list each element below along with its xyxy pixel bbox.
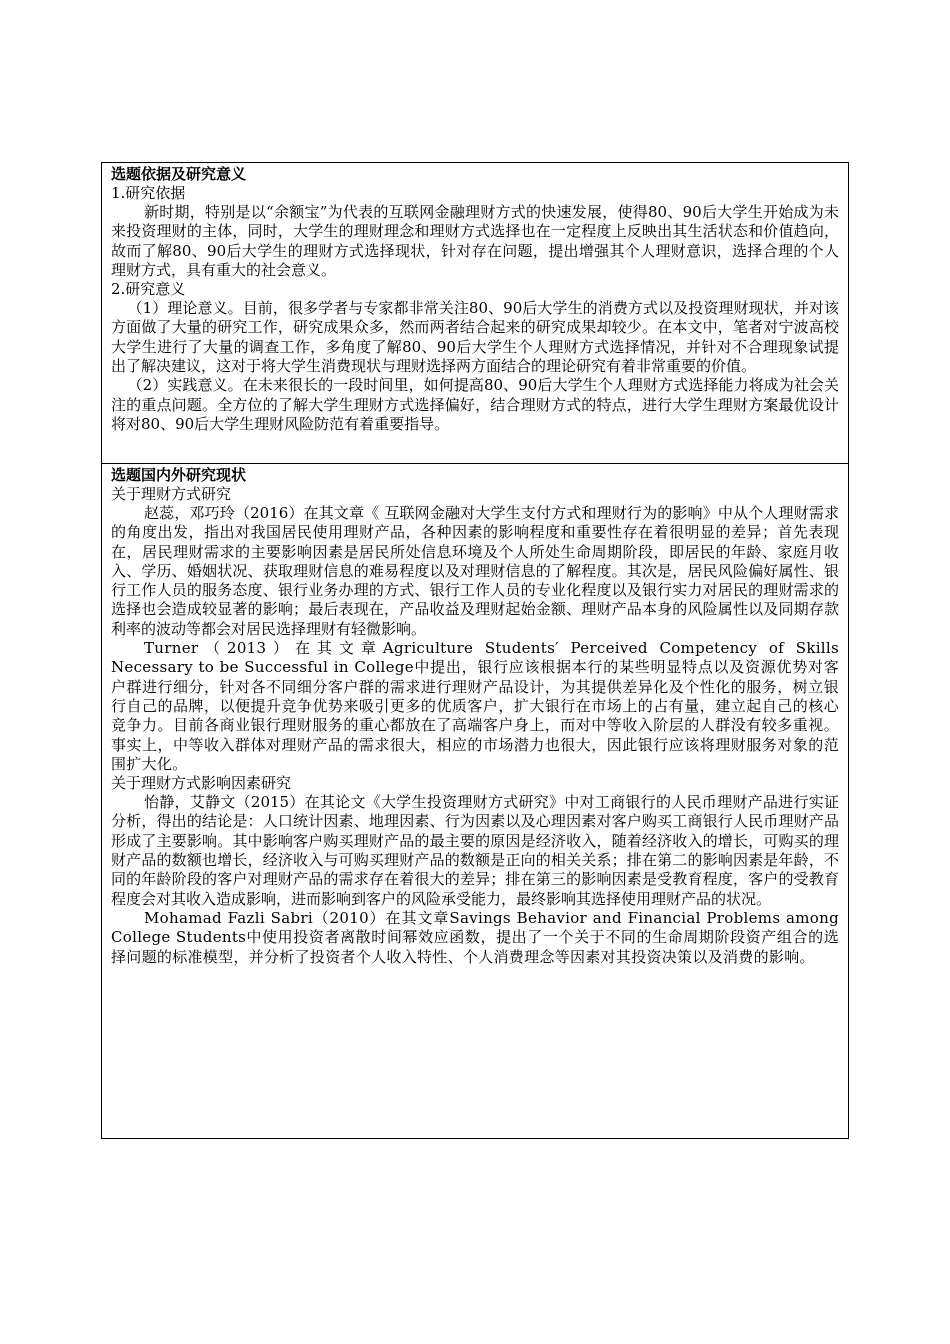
research-status-cell [102,464,848,1138]
section-heading-basis: 选题依据及研究意义 [111,165,247,183]
paragraph-yi-ai: 怡静，艾静文（2015）在其论文《大学生投资理财方式研究》中对工商银行的人民币理财产品进行实证分析，得出的结论是：人口统计因素、地理因素、行为因素以及心理因素对客户购买工商银行人民币理财产品形成了主要影响。其中影响客户购买理财产品的最主要的原因是经济收入，随着经济收入的增长，可购买的理财产品的数额也增长，经济收入与可购买理财产品的数额是正向的相关关系；排在第二的影响因素是年龄，不同的年龄阶段的客户对理财产品的需求存在着很大的差异；排在第三的影响因素是受教育程度，客户的受教育程度会对其收入造成影响，进而影响到客户的风险承受能力，最终影响其选择使用理财产品的状况。 [111,793,839,908]
proposal-form-table [101,162,849,1139]
paragraph-theoretical-significance: （1）理论意义。目前，很多学者与专家都非常关注80、90后大学生的消费方式以及投资理财现状，并对该方面做了大量的研究工作，研究成果众多，然而两者结合起来的研究成果却较少。在本文中，笔者对宁波高校大学生进行了大量的调查工作，多角度了解80、90后大学生个人理财方式选择情况，并针对不合理现象试提出了解决建议，这对于将大学生消费现状与理财选择两方面结合的理论研究有着非常重要的价值。 [111,299,839,376]
research-basis-cell [102,163,848,464]
section-heading-status: 选题国内外研究现状 [111,466,247,484]
subheading-finance-methods: 关于理财方式研究 [111,485,232,503]
paragraph-sabri: Mohamad Fazli Sabri（2010）在其文章Savings Behavior and Financial Problems among College Students中使用投资者离散时间幂效应函数，提出了一个关于不同的生命周期阶段资产组合的选择问题的标准模型，并分析了投资者个人收入特性、个人消费理念等因素对其投资决策以及消费的影响。 [111,908,839,966]
paragraph-basis: 新时期，特别是以“余额宝”为代表的互联网金融理财方式的快速发展，使得80、90后大学生开始成为未来投资理财的主体，同时，大学生的理财理念和理财方式选择也在一定程度上反映出其生活状态和价值趋向，故而了解80、90后大学生的理财方式选择现状，针对存在问题，提出增强其个人理财意识，选择合理的个人理财方式，具有重大的社会意义。 [111,203,839,279]
paragraph-practical-significance: （2）实践意义。在未来很长的一段时间里，如何提高80、90后大学生个人理财方式选择能力将成为社会关注的重点问题。全方位的了解大学生理财方式选择偏好，结合理财方式的特点，进行大学生理财方案最优设计将对80、90后大学生理财风险防范有着重要指导。 [111,376,839,433]
paragraph-turner: Turner（2013）在其文章Agriculture Students′ Perceived Competency of Skills Necessary to be Successful in College中提出，银行应该根据本行的某些明显特点以及资源优势对客户群进行细分，针对各不同细分客户群的需求进行理财产品设计，为其提供差异化及个性化的服务，树立银行自己的品牌，以便提升竞争优势来吸引更多的优质客户，扩大银行在市场上的占有量，建立起自己的核心竞争力。目前各商业银行理财服务的重心都放在了高端客户身上，而对中等收入阶层的人群没有较多重视。事实上，中等收入群体对理财产品的需求很大，相应的市场潜力也很大，因此银行应该将理财服务对象的范围扩大化。 [111,639,839,773]
paragraph-zhao-deng: 赵蕊，邓巧玲（2016）在其文章《 互联网金融对大学生支付方式和理财行为的影响》中从个人理财需求的角度出发，指出对我国居民使用理财产品，各种因素的影响程度和重要性存在着很明显的差异；首先表现在，居民理财需求的主要影响因素是居民所处信息环境及个人所处生命周期阶段，即居民的年龄、家庭月收入、学历、婚姻状况、获取理财信息的难易程度以及对理财信息的了解程度。其次是，居民风险偏好属性、银行工作人员的服务态度、银行业务办理的方式、银行工作人员的专业化程度以及银行实力对居民的理财需求的选择也会造成较显著的影响；最后表现在，产品收益及理财起始金额、理财产品本身的风险属性以及同期存款利率的波动等都会对居民选择理财有轻微影响。 [111,504,839,638]
subheading-research-significance: 2.研究意义 [111,280,186,299]
subheading-influence-factors: 关于理财方式影响因素研究 [111,774,292,793]
subheading-research-basis: 1.研究依据 [111,184,186,202]
